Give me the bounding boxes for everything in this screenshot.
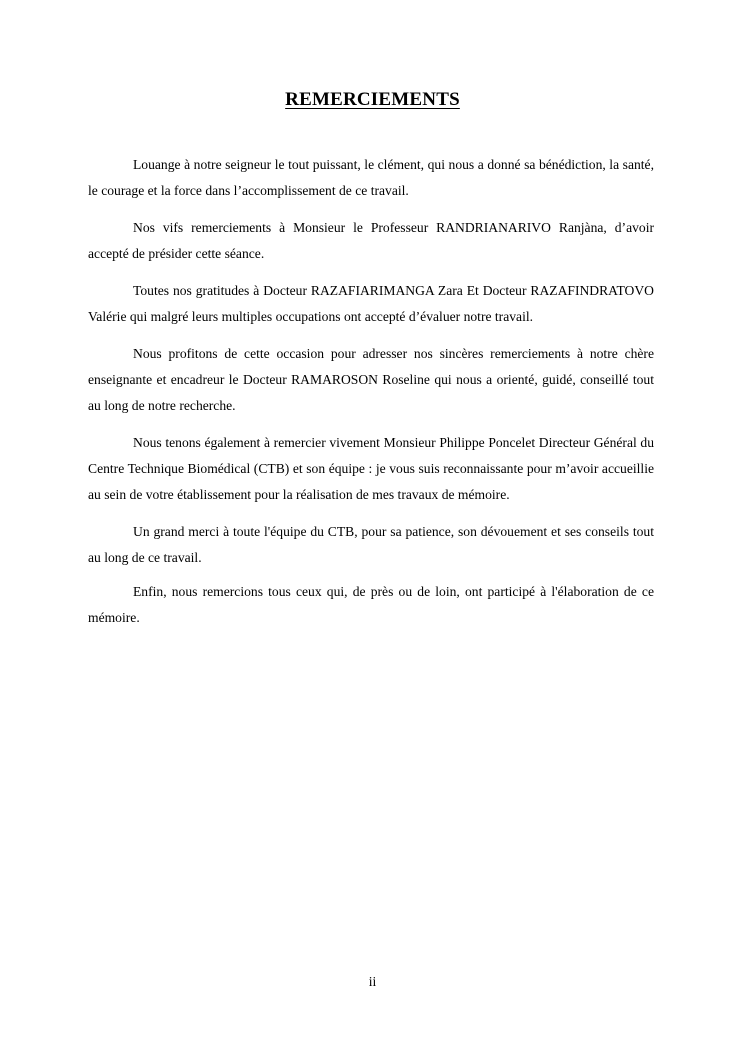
page-title: REMERCIEMENTS [285, 89, 460, 110]
paragraph-5: Nous tenons également à remercier vivement Monsieur Philippe Poncelet Directeur Général du Centre Technique Biomédical (CTB) et son équipe : je vous suis reconnaissante pour m’avoir accueillie au sein de votre établissement pour la réalisation de mes travaux de mémoire. [88, 435, 654, 502]
acknowledgements-body [88, 152, 654, 642]
paragraph-3: Toutes nos gratitudes à Docteur RAZAFIARIMANGA Zara Et Docteur RAZAFINDRATOVO Valérie qui malgré leurs multiples occupations ont accepté d’évaluer notre travail. [88, 283, 654, 324]
paragraph-7: Enfin, nous remercions tous ceux qui, de près ou de loin, ont participé à l'élaboration de ce mémoire. [88, 584, 654, 625]
paragraph-6: Un grand merci à toute l'équipe du CTB, pour sa patience, son dévouement et ses conseils tout au long de ce travail. [88, 524, 654, 565]
paragraph-1: Louange à notre seigneur le tout puissant, le clément, qui nous a donné sa bénédiction, la santé, le courage et la force dans l’accomplissement de ce travail. [88, 157, 654, 198]
page-number: ii [368, 974, 377, 989]
paragraph-2: Nos vifs remerciements à Monsieur le Professeur RANDRIANARIVO Ranjàna, d’avoir accepté de présider cette séance. [88, 220, 654, 261]
paragraph-4: Nous profitons de cette occasion pour adresser nos sincères remerciements à notre chère enseignante et encadreur le Docteur RAMAROSON Roseline qui nous a orienté, guidé, conseillé tout au long de notre recherche. [88, 346, 654, 413]
